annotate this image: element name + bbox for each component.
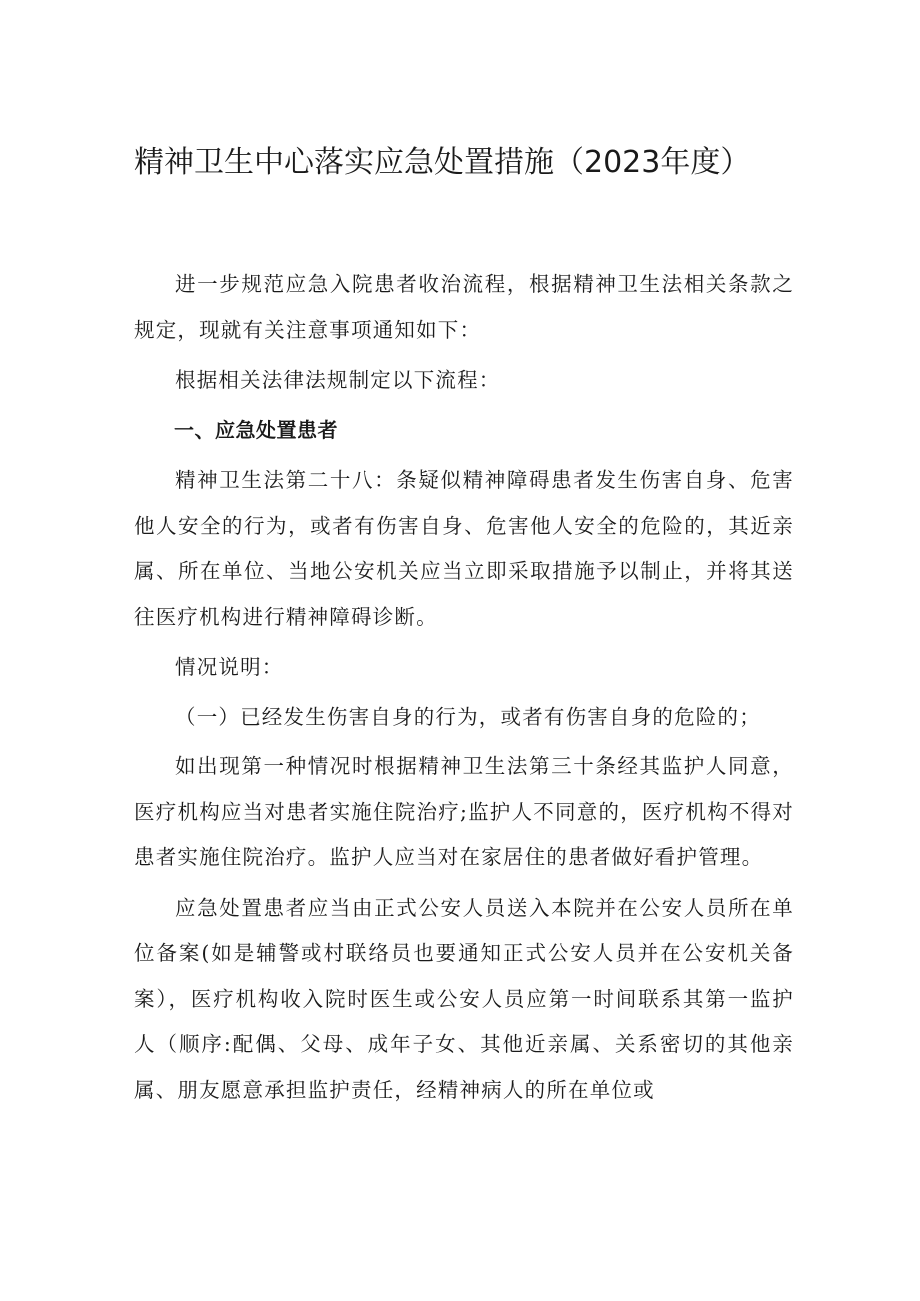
paragraph-police-procedure: 应急处置患者应当由正式公安人员送入本院并在公安人员所在单位备案(如是辅警或村联络员也要通知正式公安人员并在公安机关备案），医疗机构收入院时医生或公安人员应第一时间联系其第一监护人（顺序:配偶、父母、成年子女、其他近亲属、关系密切的其他亲属、朋友愿意承担监护责任，经精神病人的所在单位或 <box>134 895 794 1102</box>
document-title: 精神卫生中心落实应急处置措施（2023年度） <box>134 145 751 180</box>
paragraph-situation-one: （一）已经发生伤害自身的行为，或者有伤害自身的危险的； <box>175 704 761 729</box>
paragraph-process-intro: 根据相关法律法规制定以下流程： <box>175 368 501 392</box>
document-body <box>134 262 794 1118</box>
paragraph-situation-label: 情况说明： <box>175 655 284 679</box>
section-heading-emergency: 一、应急处置患者 <box>174 417 338 442</box>
paragraph-law-article-28: 精神卫生法第二十八：条疑似精神障碍患者发生伤害自身、危害他人安全的行为，或者有伤害自身、危害他人安全的危险的，其近亲属、所在单位、当地公安机关应当立即采取措施予以制止，并将其送往医疗机构进行精神障碍诊断。 <box>134 468 794 629</box>
paragraph-law-article-30: 如出现第一种情况时根据精神卫生法第三十条经其监护人同意，医疗机构应当对患者实施住院治疗;监护人不同意的，医疗机构不得对患者实施住院治疗。监护人应当对在家居住的患者做好看护管理。 <box>134 754 794 869</box>
paragraph-intro: 进一步规范应急入院患者收治流程，根据精神卫生法相关条款之规定，现就有关注意事项通知如下： <box>134 272 794 342</box>
